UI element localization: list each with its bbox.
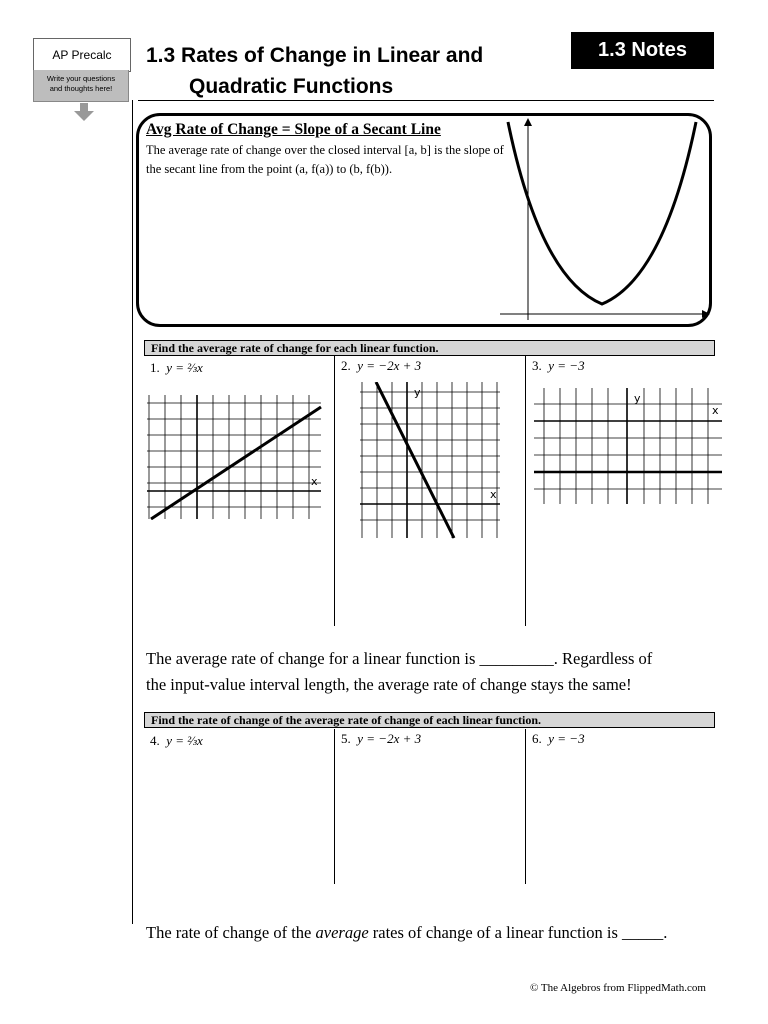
problem-5: 5. y = −2x + 3 — [341, 731, 422, 746]
column-divider — [525, 356, 526, 626]
graph-2 — [360, 382, 502, 540]
y-axis-label: y — [634, 392, 641, 405]
definition-text: The average rate of change over the closed interval [a, b] is the slope of the secant line from the point (a, f(a)) to (b, f(b)). — [146, 143, 504, 176]
problem-4: 4. y = ⅔x — [150, 733, 203, 748]
header-divider — [138, 100, 714, 101]
course-label: AP Precalc — [33, 38, 131, 72]
line-graph-1 — [151, 407, 321, 519]
statement-2: The rate of change of the average rates of change of a linear function is _____. — [146, 923, 668, 942]
problem-2: 2. y = −2x + 3 — [341, 358, 422, 373]
statement-1: The average rate of change for a linear function is _________. Regardless of the input-value interval length, the average rate of change stays the same! — [146, 649, 653, 694]
parabola-graph — [496, 118, 712, 324]
line-graph-2 — [376, 382, 454, 538]
section1-banner: Find the average rate of change for each linear function. — [144, 340, 715, 356]
column-divider — [334, 729, 335, 884]
definition-title: Avg Rate of Change = Slope of a Secant Line — [146, 121, 441, 138]
graph-3 — [534, 388, 724, 506]
x-axis-label: x — [712, 404, 719, 417]
problem-1: 1. y = ⅔x — [150, 360, 203, 375]
parabola-curve — [508, 122, 696, 304]
column-divider — [334, 356, 335, 626]
footer-credit: © The Algebros from FlippedMath.com — [530, 982, 706, 994]
problem-3: 3. y = −3 — [532, 358, 585, 373]
graph-1 — [145, 395, 323, 520]
x-axis-label: x — [311, 475, 318, 488]
y-axis-label: y — [414, 386, 421, 399]
column-divider — [525, 729, 526, 884]
x-axis-label: x — [490, 488, 497, 501]
problem-6: 6. y = −3 — [532, 731, 585, 746]
notes-badge: 1.3 Notes — [571, 32, 714, 69]
page-title: 1.3 Rates of Change in Linear and Quadratic Functions — [146, 44, 484, 98]
margin-line — [132, 100, 133, 924]
section2-banner: Find the rate of change of the average rate of change of each linear function. — [144, 712, 715, 728]
sidebar-note: Write your questions and thoughts here! — [33, 70, 129, 102]
down-arrow-icon — [74, 103, 94, 121]
